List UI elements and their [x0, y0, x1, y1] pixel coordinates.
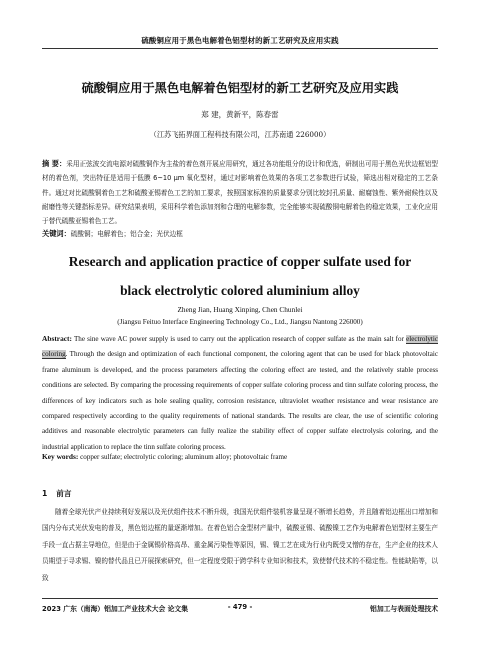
footer-rule — [42, 598, 438, 599]
footer-proceedings: 2023 广东（南海）铝加工产业技术大会 论文集 — [42, 605, 188, 613]
highlighted-term[interactable]: electrolytic coloring — [42, 335, 438, 359]
section-heading — [42, 488, 71, 499]
chinese-keywords-label: 关键词： — [42, 229, 71, 238]
english-title: Research and application practice of copper sulfate used for black electrolytic colored aluminium alloy — [68, 254, 412, 298]
chinese-keywords-text: 硫酸铜；电解着色；铝合金；光伏边框 — [70, 230, 183, 238]
english-keywords-label: Key words: — [42, 452, 79, 461]
chinese-keywords — [42, 228, 438, 239]
chinese-authors: 郑 建，黄新平，陈春雷 — [201, 110, 279, 119]
english-abstract-text-1: The sine wave AC power supply is used to carry out the application research of copper sulfate as the main salt for — [71, 335, 407, 343]
english-authors: Zheng Jian, Huang Xinping, Chen Chunlei — [177, 305, 303, 314]
page-number: - 479 - — [227, 603, 253, 611]
chinese-abstract — [42, 157, 438, 228]
english-keywords — [42, 452, 438, 461]
english-affiliation: (Jiangsu Feituo Interface Engineering Technology Co., Ltd., Jiangsu Nantong 226000) — [117, 318, 363, 326]
introduction-paragraph: 随着全球光伏产业持续利好发展以及光伏组件技术不断升级，我国光伏组件装机容量呈现不断增长趋势，并且随着铝边框出口增加和国内分布式光伏发电的普及，黑色铝边框的量逐渐增加。在着色铝合金型材产量中，硫酸亚锡、硫酸镍工艺作为电解着色铝型材主要生产手段一直占据主导地位，但是由于金属锡价格高昂、重金属污染性等原因，锡、镍工艺在成为行业内既受又憎的存在，生产企业的技术人员期望于寻求锡、镍的替代品且已开展探索研究，但一定程度受限于跨学科专业知识和技术，致使替代技术的不稳定性。性能缺陷等，以致 — [42, 508, 438, 582]
chinese-title: 硫酸铜应用于黑色电解着色铝型材的新工艺研究及应用实践 — [81, 81, 399, 95]
english-abstract-text-2: . Through the design and optimization of each functional component, the coloring agent that can be used for black photovoltaic frame aluminum is developed, and the process parameters affecting the coloring effect are tested, and the relatively stable process conditions are selected. By comparing the processing requirements of copper sulfate coloring process and tinn sulfate coloring process, the differences of key indicators such as hole sealing quality, corrosion resistance, ultraviolet weather resistance and wear resistance are compared respectively according to the quality requirements of national standards. The results are clear, the use of scientific coloring additives and reasonable electrolytic parameters can fully realize the stability effect of copper sulfate electrolysis coloring, and the industrial application to replace the tinn sulfate coloring process. — [42, 350, 438, 451]
section-title: 前言 — [56, 489, 72, 498]
section-number: 1 — [42, 489, 48, 498]
english-abstract — [42, 331, 438, 455]
chinese-affiliation: （江苏飞拓界面工程科技有限公司，江苏南通 226000） — [149, 130, 331, 139]
english-keywords-text: copper sulfate; electrolytic coloring; aluminum alloy; photovoltaic frame — [78, 453, 288, 461]
footer-section: 铝加工与表面处理技术 — [370, 605, 438, 613]
header-rule — [42, 48, 438, 49]
english-abstract-label: Abstract: — [42, 334, 72, 343]
chinese-abstract-text: 采用正弦波交流电源对硫酸铜作为主盐的着色剂开展应用研究，通过各功能组分的设计和优选，研制出可用于黑色光伏边框铝型材的着色剂，突出特征是适用于低膜 6~10 μm 氧化型材，通过对影响着色效果的各项工艺参数进行试验，筛选出相对稳定的工艺条件。通过对比硫酸铜着色工艺和硫酸亚锡着色工艺的加工要求，按照国家标准的质量要求分别比较封孔质量、耐腐蚀性、紫外耐候性以及耐磨性等关键指标差异。研究结果表明，采用科学着色添加剂和合理的电解参数，完全能够实现硫酸铜电解着色的稳定效果，工业化应用于替代硫酸亚锡着色工艺。 — [42, 160, 438, 226]
chinese-abstract-label: 摘 要： — [42, 159, 67, 168]
running-head: 硫酸铜应用于黑色电解着色铝型材的新工艺研究及应用实践 — [141, 36, 339, 45]
